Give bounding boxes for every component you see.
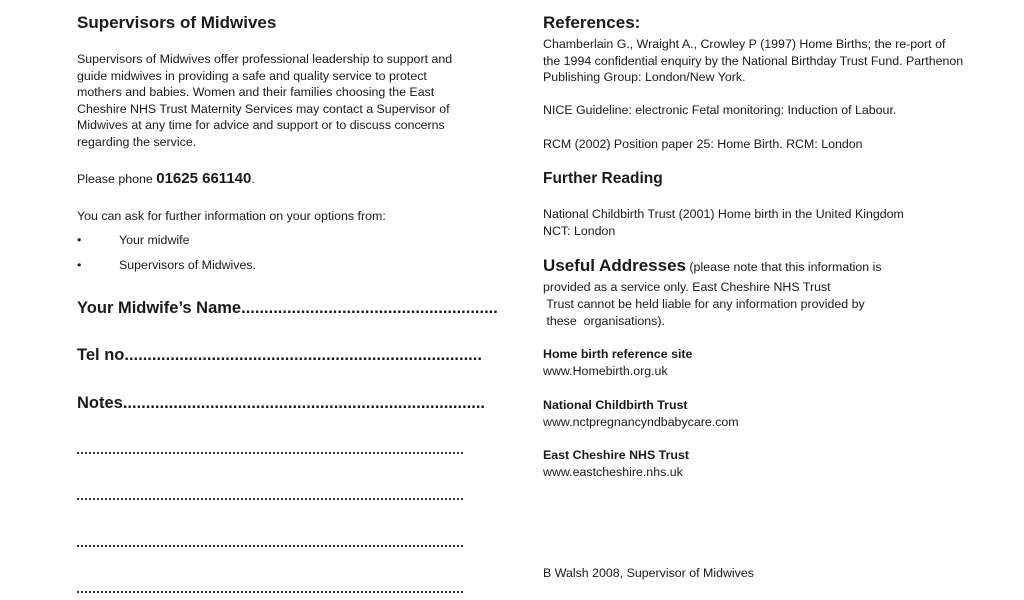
address-name: Home birth reference site (543, 347, 693, 361)
notes-blank-line (77, 545, 463, 547)
notes-blank-line (77, 591, 463, 593)
address-url[interactable]: www.nctpregnancyndbabycare.com (543, 415, 739, 429)
section-title-supervisors: Supervisors of Midwives (77, 13, 277, 32)
useful-addresses-title: Useful Addresses (543, 256, 686, 275)
field-dots: ........................................................ (241, 299, 498, 317)
useful-note: Trust cannot be held liable for any information provided by (543, 297, 865, 311)
footer-credit: B Walsh 2008, Supervisor of Midwives (543, 566, 754, 580)
notes-field (77, 393, 485, 413)
notes-blank-line (77, 452, 463, 454)
field-dots: .............................................................................. (124, 346, 482, 364)
field-label: Your Midwife’s Name (77, 299, 242, 317)
tel-no-field (77, 345, 482, 365)
bullet-icon: • (77, 233, 82, 247)
useful-note: these organisations). (543, 314, 665, 328)
address-url[interactable]: www.eastcheshire.nhs.uk (543, 465, 683, 479)
field-dots: ............................................................................... (122, 394, 485, 412)
phone-line (77, 170, 477, 188)
reference-item: NICE Guideline: electronic Fetal monitoring: Induction of Labour. (543, 103, 897, 117)
list-item: • Supervisors of Midwives. (77, 258, 257, 272)
useful-addresses-block (543, 257, 983, 276)
further-reading-title: Further Reading (543, 170, 663, 187)
field-label: Tel no (77, 346, 125, 364)
phone-number: 01625 661140 (156, 170, 252, 187)
further-reading-line: NCT: London (543, 224, 616, 238)
phone-prefix: Please phone (77, 172, 157, 186)
address-name: National Childbirth Trust (543, 398, 688, 412)
useful-note: (please note that this information is (685, 260, 882, 274)
list-item: • Your midwife (77, 233, 190, 247)
address-url[interactable]: www.Homebirth.org.uk (543, 364, 668, 378)
midwife-name-field (77, 298, 498, 318)
references-title: References: (543, 13, 641, 32)
intro-paragraph: Supervisors of Midwives offer professional leadership to support and guide midwives in providing a safe and quality service to protect mothers and babies. Women and their families choosing the East Cheshire NHS Trust Maternity Services may contact a Supervisor of Midwives at any time for advice and support or to discuss concerns regarding the service. (77, 52, 453, 149)
options-intro: You can ask for further information on your options from: (77, 209, 386, 223)
useful-note: provided as a service only. East Cheshire NHS Trust (543, 280, 831, 294)
phone-suffix: . (251, 172, 255, 186)
notes-blank-line (77, 498, 463, 500)
reference-item: Chamberlain G., Wraight A., Crowley P (1997) Home Births; the re-port of the 1994 confidential enquiry by the National Birthday Trust Fund. Parthenon Publishing Group: London/New York. (543, 37, 964, 84)
options-list (77, 232, 477, 273)
bullet-icon: • (77, 258, 82, 272)
further-reading-line: National Childbirth Trust (2001) Home birth in the United Kingdom (543, 207, 904, 221)
address-name: East Cheshire NHS Trust (543, 448, 689, 462)
field-label: Notes (77, 394, 123, 412)
reference-item: RCM (2002) Position paper 25: Home Birth. RCM: London (543, 137, 863, 151)
